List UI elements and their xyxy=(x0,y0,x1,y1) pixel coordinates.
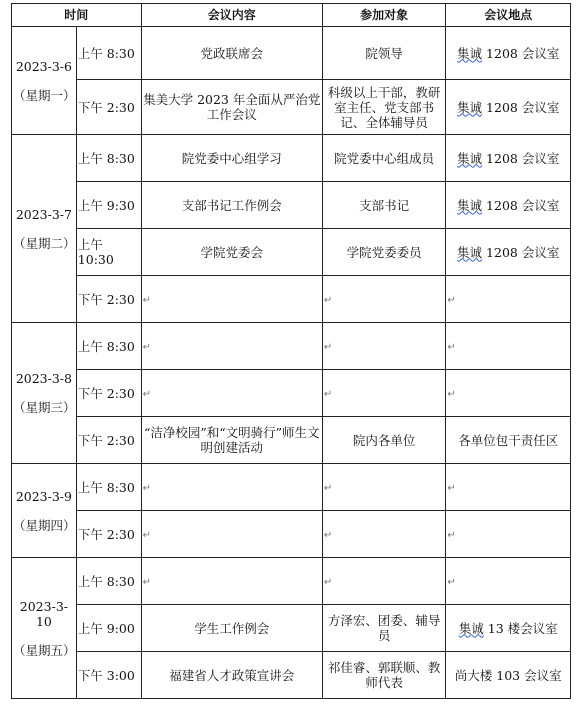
schedule-row xyxy=(12,276,571,323)
day-date: 2023-3-10 xyxy=(19,598,68,629)
header-participants: 参加对象 xyxy=(322,4,446,27)
participants-cell xyxy=(322,464,446,511)
time-cell xyxy=(76,605,141,652)
location-cell xyxy=(446,182,571,229)
time-cell-text: 下午 2:30 xyxy=(77,291,135,307)
participants-cell xyxy=(322,417,446,464)
time-cell xyxy=(76,370,141,417)
location-room: 1208 会议室 xyxy=(482,99,560,115)
participants-cell xyxy=(322,182,446,229)
paragraph-mark-icon: ↵ xyxy=(142,482,151,494)
location-building: 集诚 xyxy=(457,197,483,213)
day-date: 2023-3-7 xyxy=(15,206,72,222)
header-content: 会议内容 xyxy=(141,4,322,27)
content-cell-text: 支部书记工作例会 xyxy=(181,197,282,213)
time-cell xyxy=(76,511,141,558)
content-cell xyxy=(141,27,322,80)
time-cell-text: 上午 8:30 xyxy=(77,150,135,166)
paragraph-mark-icon: ↵ xyxy=(447,388,456,400)
schedule-row xyxy=(12,80,571,135)
participants-cell-text: 方泽宏、团委、辅导员 xyxy=(327,613,441,643)
paragraph-mark-icon: ↵ xyxy=(142,576,151,588)
time-cell-text: 下午 2:30 xyxy=(77,385,135,401)
paragraph-mark-icon: ↵ xyxy=(447,529,456,541)
time-cell-text: 下午 2:30 xyxy=(77,526,135,542)
content-cell xyxy=(141,370,322,417)
content-cell-text: 党政联席会 xyxy=(200,45,263,61)
time-cell xyxy=(76,276,141,323)
meeting-schedule-table xyxy=(11,3,571,699)
time-cell xyxy=(76,464,141,511)
time-cell xyxy=(76,558,141,605)
time-cell-text: 上午 8:30 xyxy=(77,338,135,354)
time-cell-text: 下午 2:30 xyxy=(77,99,135,115)
paragraph-mark-icon: ↵ xyxy=(323,294,333,306)
participants-cell-text: 支部书记 xyxy=(359,197,410,213)
participants-cell xyxy=(322,80,446,135)
schedule-row xyxy=(12,370,571,417)
location-cell xyxy=(446,276,571,323)
schedule-row xyxy=(12,605,571,652)
time-cell xyxy=(76,417,141,464)
content-cell-text: 院党委中心组学习 xyxy=(181,150,282,166)
location-building: 集诚 xyxy=(457,99,483,115)
paragraph-mark-icon: ↵ xyxy=(142,294,151,306)
time-cell xyxy=(76,652,141,699)
participants-cell xyxy=(322,135,446,182)
time-cell xyxy=(76,229,141,276)
paragraph-mark-icon: ↵ xyxy=(142,388,151,400)
content-cell xyxy=(141,417,322,464)
location-room: 各单位包干责任区 xyxy=(458,432,559,448)
participants-cell xyxy=(322,652,446,699)
paragraph-mark-icon: ↵ xyxy=(447,482,456,494)
location-room: 1208 会议室 xyxy=(482,197,560,213)
paragraph-mark-icon: ↵ xyxy=(142,341,151,353)
paragraph-mark-icon: ↵ xyxy=(323,576,333,588)
content-cell-text: 集美大学 2023 年全面从严治党工作会议 xyxy=(143,92,321,122)
time-cell xyxy=(76,323,141,370)
day-date-cell xyxy=(12,323,77,464)
time-cell-text: 下午 2:30 xyxy=(77,432,135,448)
time-cell-text: 下午 3:00 xyxy=(77,667,135,683)
schedule-row xyxy=(12,323,571,370)
location-cell xyxy=(446,323,571,370)
day-date-cell xyxy=(12,464,77,558)
schedule-row xyxy=(12,27,571,80)
content-cell xyxy=(141,511,322,558)
participants-cell xyxy=(322,605,446,652)
day-weekday: （星期三） xyxy=(13,400,76,415)
time-cell-text: 上午 9:00 xyxy=(77,620,135,636)
participants-cell-text: 院领导 xyxy=(365,45,403,61)
participants-cell-text: 科级以上干部，教研室主任、党支部书记、全体辅导员 xyxy=(327,84,441,130)
content-cell xyxy=(141,229,322,276)
location-building: 集诚 xyxy=(457,45,483,61)
schedule-row xyxy=(12,229,571,276)
time-cell-text: 上午 10:30 xyxy=(77,237,114,267)
participants-cell xyxy=(322,511,446,558)
time-cell xyxy=(76,27,141,80)
time-cell-text: 上午 8:30 xyxy=(77,573,135,589)
content-cell-text: 福建省人才政策宣讲会 xyxy=(169,667,295,683)
time-cell-text: 上午 8:30 xyxy=(77,479,135,495)
location-room: 13 楼会议室 xyxy=(483,620,558,636)
time-cell xyxy=(76,135,141,182)
schedule-row xyxy=(12,652,571,699)
content-cell xyxy=(141,558,322,605)
participants-cell xyxy=(322,370,446,417)
participants-cell xyxy=(322,27,446,80)
location-cell xyxy=(446,605,571,652)
content-cell xyxy=(141,276,322,323)
participants-cell-text: 院党委中心组成员 xyxy=(334,150,435,166)
day-date-cell xyxy=(12,558,77,699)
location-cell xyxy=(446,370,571,417)
time-cell-text: 上午 8:30 xyxy=(77,45,135,61)
schedule-row xyxy=(12,558,571,605)
location-room: 1208 会议室 xyxy=(482,45,560,61)
schedule-row xyxy=(12,182,571,229)
location-building: 集诚 xyxy=(457,150,483,166)
schedule-body xyxy=(12,27,571,699)
participants-cell-text: 祁佳睿、郭联顺、教师代表 xyxy=(327,660,441,690)
location-room: 1208 会议室 xyxy=(482,150,560,166)
location-building: 集诚 xyxy=(457,244,483,260)
participants-cell xyxy=(322,229,446,276)
location-room: 1208 会议室 xyxy=(482,244,560,260)
location-cell xyxy=(446,27,571,80)
location-cell xyxy=(446,135,571,182)
location-cell xyxy=(446,652,571,699)
header-time: 时间 xyxy=(12,4,142,27)
paragraph-mark-icon: ↵ xyxy=(323,341,333,353)
header-location: 会议地点 xyxy=(446,4,571,27)
location-building: 集诚 xyxy=(458,620,484,636)
participants-cell xyxy=(322,323,446,370)
day-date: 2023-3-6 xyxy=(15,58,72,74)
time-cell xyxy=(76,182,141,229)
day-weekday: （星期二） xyxy=(13,235,76,251)
schedule-row xyxy=(12,511,571,558)
location-cell xyxy=(446,511,571,558)
content-cell-text: 学院党委会 xyxy=(200,244,263,260)
participants-cell xyxy=(322,558,446,605)
paragraph-mark-icon: ↵ xyxy=(447,341,456,353)
time-cell xyxy=(76,80,141,135)
content-cell xyxy=(141,323,322,370)
paragraph-mark-icon: ↵ xyxy=(323,529,333,541)
location-cell xyxy=(446,464,571,511)
day-weekday: （星期四） xyxy=(13,517,76,533)
location-cell xyxy=(446,417,571,464)
day-weekday: （星期五） xyxy=(13,642,76,658)
schedule-row xyxy=(12,417,571,464)
content-cell-text: 学生工作例会 xyxy=(194,620,270,636)
paragraph-mark-icon: ↵ xyxy=(323,482,333,494)
day-date: 2023-3-9 xyxy=(15,488,72,504)
content-cell-text: “洁净校园”和“文明骑行”师生文明创建活动 xyxy=(143,425,320,455)
location-room: 尚大楼 103 会议室 xyxy=(454,667,562,683)
header-row xyxy=(12,4,571,27)
content-cell xyxy=(141,605,322,652)
paragraph-mark-icon: ↵ xyxy=(142,529,151,541)
day-weekday: （星期一） xyxy=(13,87,76,103)
participants-cell xyxy=(322,276,446,323)
content-cell xyxy=(141,80,322,135)
time-cell-text: 上午 9:30 xyxy=(77,197,135,213)
content-cell xyxy=(141,464,322,511)
day-date-cell xyxy=(12,135,77,323)
content-cell xyxy=(141,182,322,229)
location-cell xyxy=(446,558,571,605)
schedule-row xyxy=(12,464,571,511)
content-cell xyxy=(141,135,322,182)
location-cell xyxy=(446,229,571,276)
day-date: 2023-3-8 xyxy=(15,371,72,386)
participants-cell-text: 院内各单位 xyxy=(352,432,416,448)
day-date-cell xyxy=(12,27,77,135)
paragraph-mark-icon: ↵ xyxy=(447,294,456,306)
location-cell xyxy=(446,80,571,135)
content-cell xyxy=(141,652,322,699)
participants-cell-text: 学院党委委员 xyxy=(346,244,422,260)
paragraph-mark-icon: ↵ xyxy=(447,576,456,588)
schedule-row xyxy=(12,135,571,182)
paragraph-mark-icon: ↵ xyxy=(323,388,333,400)
